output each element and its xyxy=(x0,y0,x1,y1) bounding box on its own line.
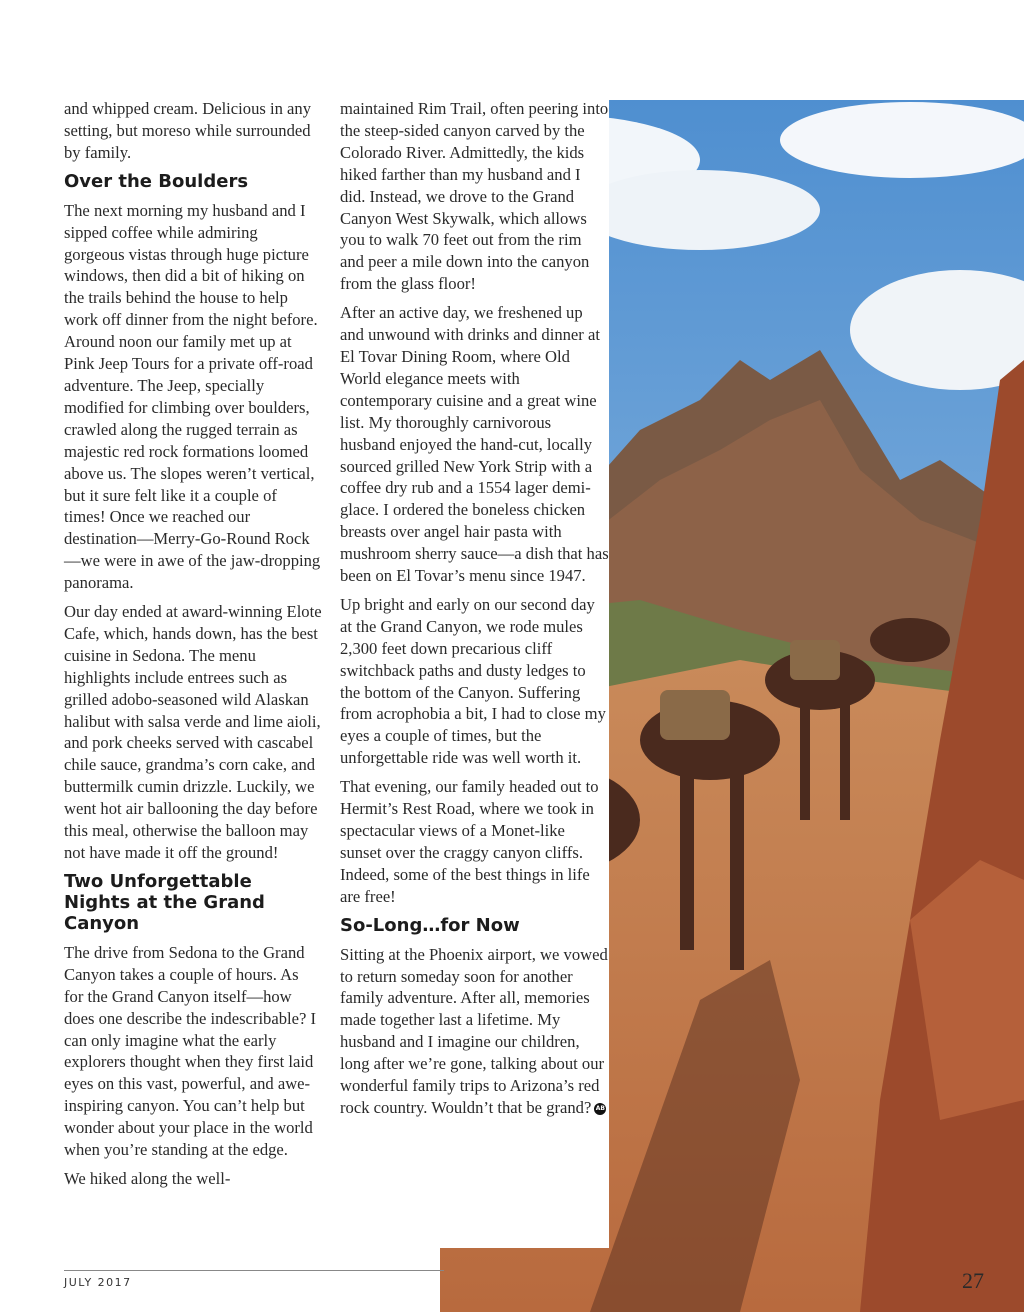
paragraph: and whipped cream. Delicious in any setting, but moreso while surrounded by family. xyxy=(64,99,311,162)
section-heading-so-long: So-Long…for Now xyxy=(340,914,520,936)
article-column-right xyxy=(330,98,609,1248)
end-mark-icon: AB xyxy=(594,1103,606,1115)
paragraph-text: Sitting at the Phoenix airport, we vowed to return someday soon for another family adventure. After all, memories made together last a lifetime. My husband and I imagine our children, long after we’re gone, talking about our wonderful family trips to Arizona’s red rock country. Wouldn’t that be grand? xyxy=(340,944,608,1117)
article-column-left xyxy=(64,98,322,1197)
footer-rule xyxy=(64,1270,444,1271)
page-number: 27 xyxy=(962,1268,984,1293)
paragraph: We hiked along the well- xyxy=(64,1168,231,1188)
paragraph: The next morning my husband and I sipped coffee while admiring gorgeous vistas through huge picture windows, then did a bit of hiking on the trails behind the house to help work off dinner from the night before. Around noon our family met up at Pink Jeep Tours for a private off-road adventure. The Jeep, specially modified for climbing over boulders, crawled along the rugged terrain as majestic red rock formations loomed above us. The slopes weren’t vertical, but it sure felt like it a couple of times! Once we reached our destination—Merry-Go-Round Rock—we were in awe of the jaw-dropping panorama. xyxy=(64,200,321,593)
section-heading-boulders: Over the Boulders xyxy=(64,170,249,192)
paragraph: That evening, our family headed out to Hermit’s Rest Road, where we took in spectacular views of a Monet-like sunset over the craggy canyon cliffs. Indeed, some of the best things in life are free! xyxy=(340,777,599,906)
paragraph: The drive from Sedona to the Grand Canyon takes a couple of hours. As for the Grand Canyon itself—how does one describe the indescribable? I can only imagine what the early explorers thought when they first laid eyes on this vast, powerful, and awe-inspiring canyon. You can’t help but wonder about your place in the world when you’re standing at the edge. xyxy=(64,942,317,1160)
paragraph-last xyxy=(340,944,609,1119)
issue-date: JULY 2017 xyxy=(64,1276,132,1289)
section-heading-grand-canyon: Two Unforgettable Nights at the Grand Canyon xyxy=(64,870,265,934)
paragraph: Up bright and early on our second day at the Grand Canyon, we rode mules 2,300 feet down precarious cliff switchback paths and dusty ledges to the bottom of the Canyon. Suffering from acrophobia a bit, I had to close my eyes a couple of times, but the unforgettable ride was well worth it. xyxy=(340,594,606,768)
paragraph: Our day ended at award-winning Elote Cafe, which, hands down, has the best cuisine in Sedona. The menu highlights include entrees such as grilled adobo-seasoned wild Alaskan halibut with salsa verde and lime aioli, and pork cheeks served with cascabel chile sauce, grandma’s corn cake, and buttermilk cumin drizzle. Luckily, we went hot air ballooning the day before this meal, otherwise the balloon may not have made it off the ground! xyxy=(64,602,322,862)
paragraph: maintained Rim Trail, often peering into the steep-sided canyon carved by the Colorado River. Admittedly, the kids hiked farther than my husband and I did. Instead, we drove to the Grand Canyon West Skywalk, which allows you to walk 70 feet out from the rim and peer a mile down into the canyon from the glass floor! xyxy=(340,99,609,294)
paragraph: After an active day, we freshened up and unwound with drinks and dinner at El Tovar Dining Room, where Old World elegance meets with contemporary cuisine and a great wine list. My thoroughly carnivorous husband enjoyed the hand-cut, locally sourced grilled New York Strip with a coffee dry rub and a 1554 lager demi-glace. I ordered the boneless chicken breasts over angel hair pasta with mushroom sherry sauce—a dish that has been on El Tovar’s menu since 1947. xyxy=(340,303,609,586)
